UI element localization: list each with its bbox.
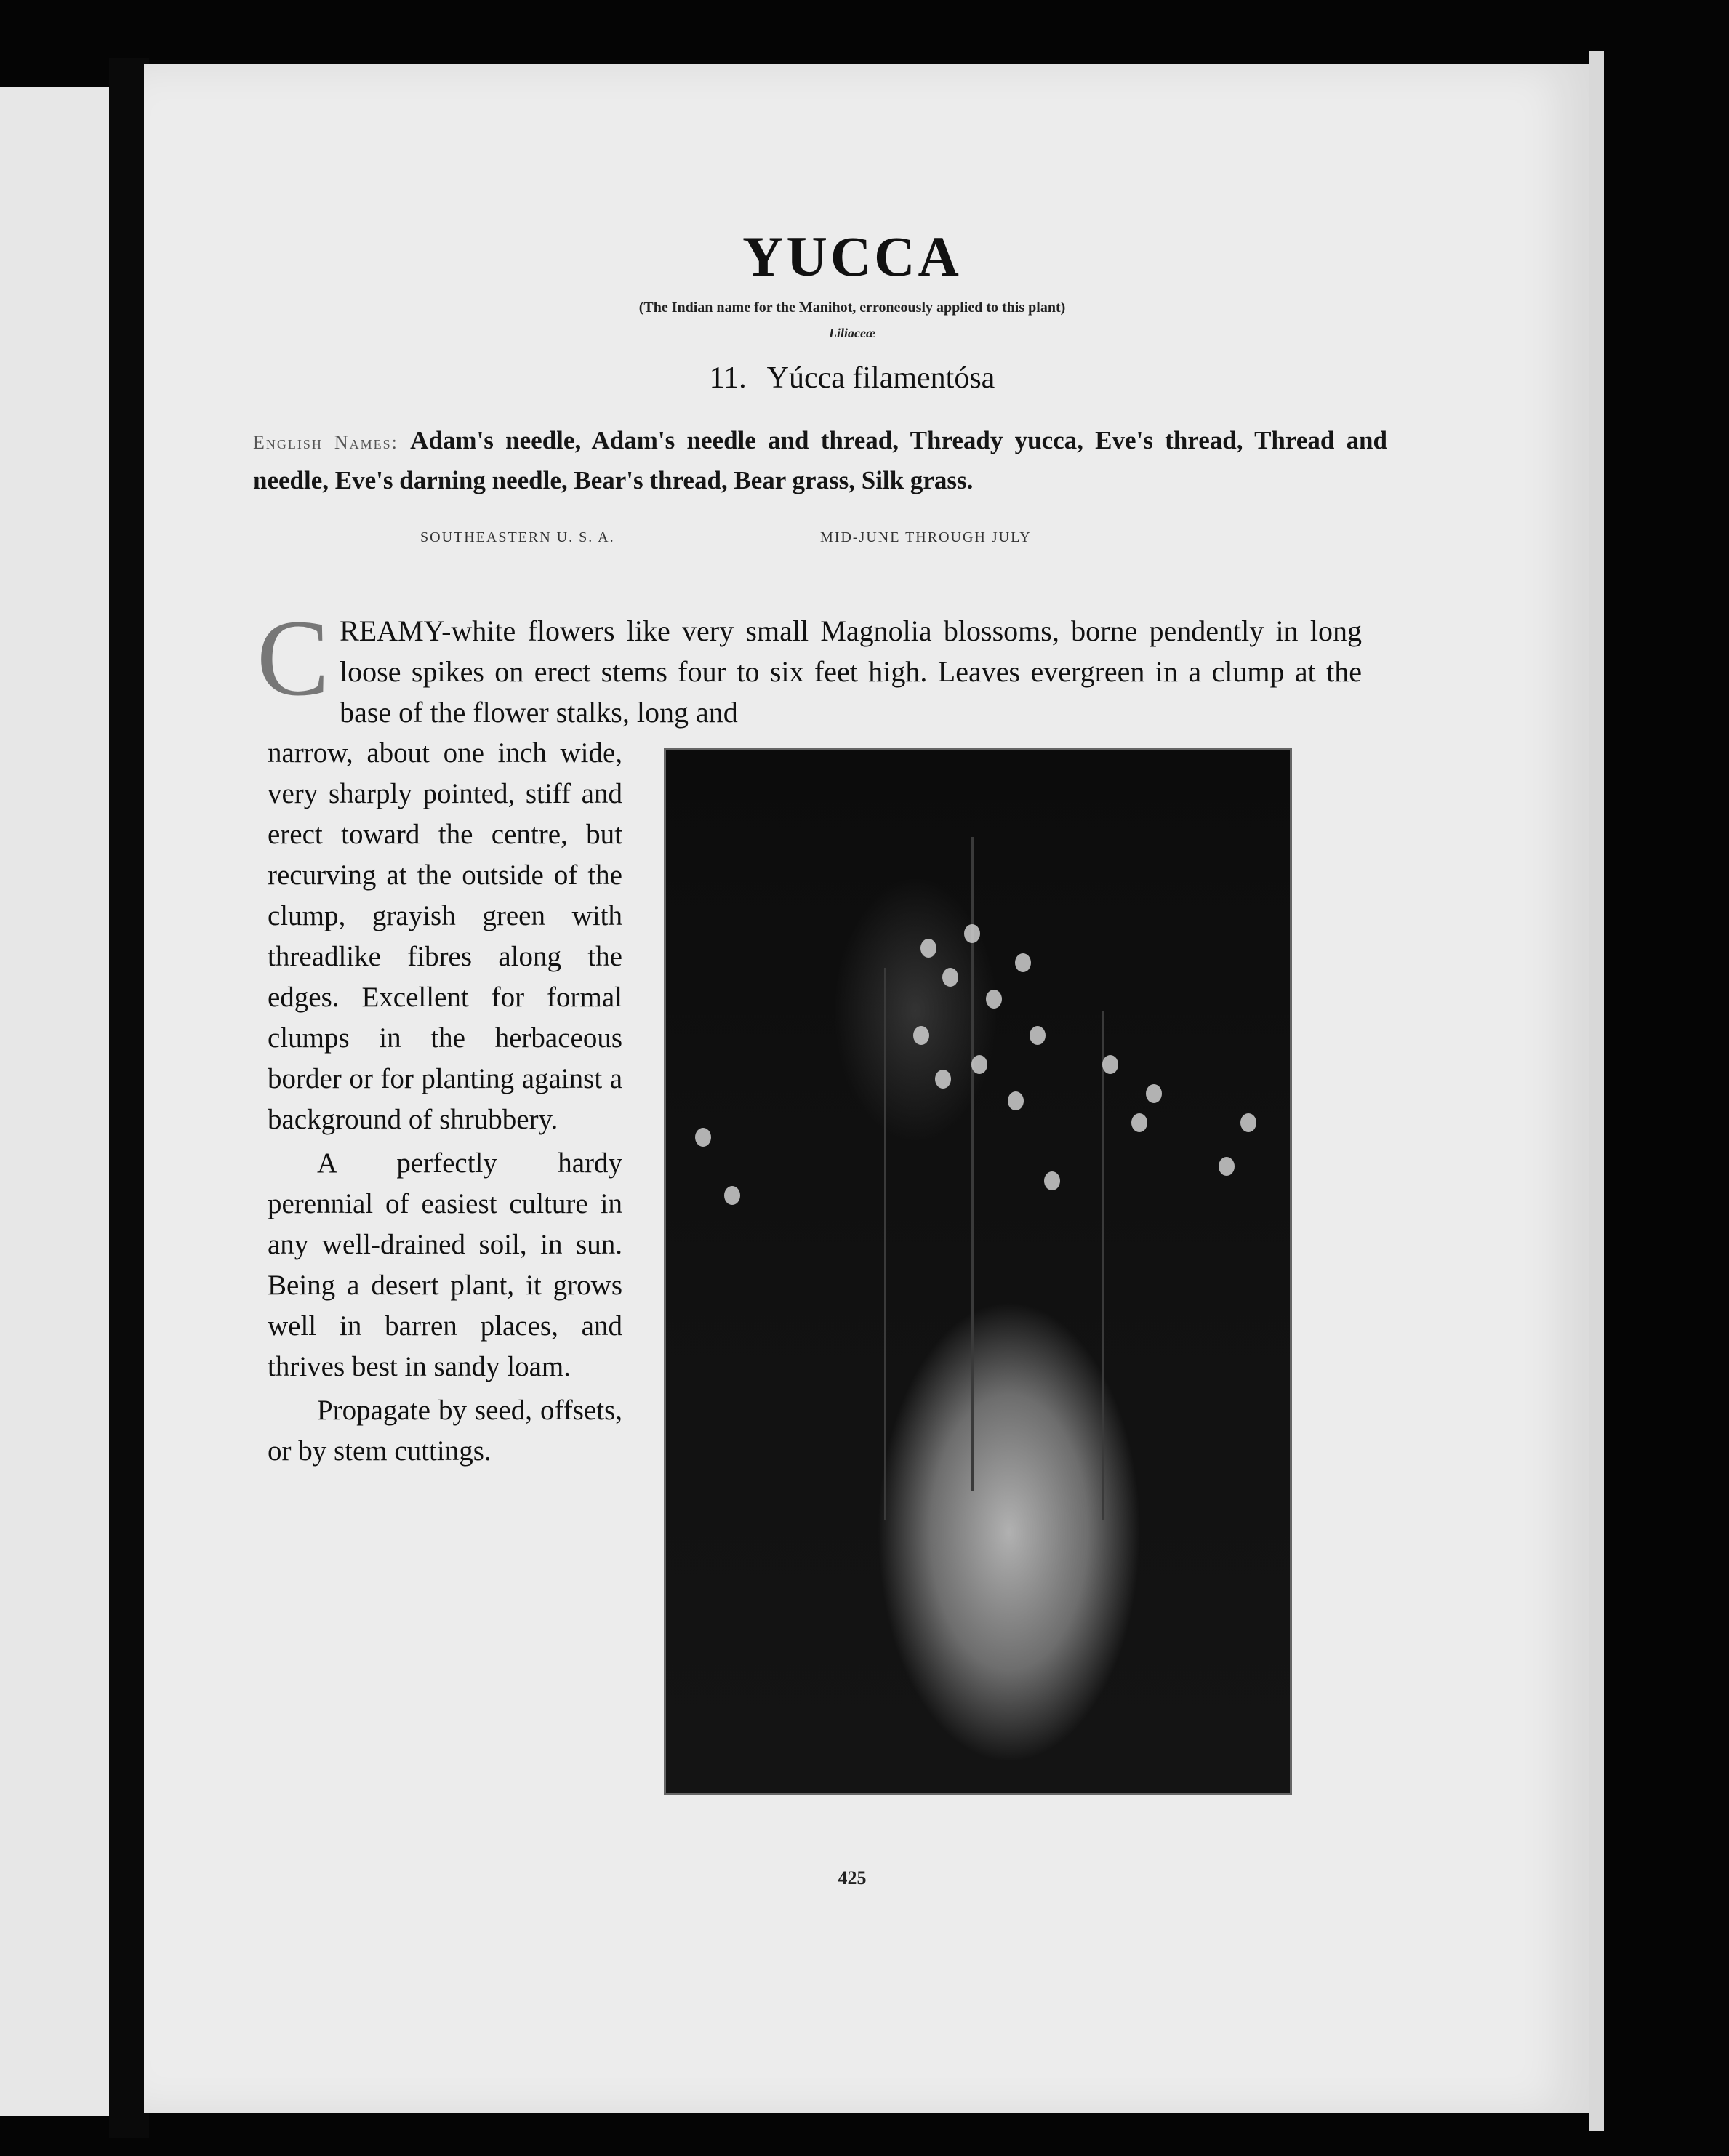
flower bbox=[920, 939, 936, 958]
flower bbox=[1102, 1055, 1118, 1074]
flower-stalk bbox=[884, 968, 886, 1520]
intro-text: REAMY-white flowers like very small Magnolia blossoms, borne pendently in long loose spikes on erect stems four to six feet high. Leaves evergreen in a clump at the base of the flower stalks, long and bbox=[340, 614, 1362, 729]
page-number: 425 bbox=[838, 1867, 867, 1888]
flower bbox=[724, 1186, 740, 1205]
book-page bbox=[144, 64, 1589, 2113]
page-edge bbox=[1589, 51, 1604, 2131]
flower bbox=[1008, 1091, 1024, 1110]
english-names-text: Adam's needle, Adam's needle and thread, Thready yucca, Eve's thread, Thread and needle, Eve's darning needle, Bear's thread, Bear grass, Silk grass. bbox=[253, 426, 1387, 494]
flower bbox=[1015, 953, 1031, 972]
flower bbox=[1219, 1157, 1235, 1176]
plant-family: Liliaceæ bbox=[829, 326, 875, 340]
flower bbox=[986, 990, 1002, 1009]
culture-paragraph: A perfectly hardy perennial of easiest culture in any well-drained soil, in sun. Being a desert plant, it grows well in barren places, and thrives best in sandy loam. bbox=[268, 1147, 622, 1382]
flower bbox=[1030, 1026, 1046, 1045]
native-region: SOUTHEASTERN U. S. A. bbox=[420, 529, 615, 545]
english-names bbox=[253, 422, 1387, 500]
flower bbox=[942, 968, 958, 987]
propagation-paragraph: Propagate by seed, offsets, or by stem cuttings. bbox=[268, 1395, 622, 1467]
flower bbox=[1240, 1113, 1256, 1132]
flower bbox=[695, 1128, 711, 1147]
drop-cap: C bbox=[257, 598, 330, 718]
english-names-label: English Names: bbox=[253, 432, 398, 453]
flower bbox=[913, 1026, 929, 1045]
description-paragraph: narrow, about one inch wide, very sharply pointed, stiff and erect toward the centre, but recurving at the outside of the clump, grayish green with threadlike fibres along the edges. Excellent for formal clumps in the herbaceous border or for planting against a background of shrubbery. bbox=[268, 737, 622, 1135]
flower bbox=[1044, 1171, 1060, 1190]
species-name: Yúcca filamentósa bbox=[766, 361, 995, 395]
range-and-bloom-row bbox=[253, 529, 1387, 558]
flower-stalk bbox=[1102, 1011, 1104, 1520]
yucca-photograph bbox=[664, 748, 1292, 1795]
flower bbox=[1146, 1084, 1162, 1103]
page-title: YUCCA bbox=[742, 225, 962, 288]
text-column bbox=[268, 733, 622, 1472]
flower bbox=[971, 1055, 987, 1074]
flower bbox=[935, 1070, 951, 1089]
facing-page-edge bbox=[0, 87, 109, 2116]
flower bbox=[964, 924, 980, 943]
species-number: 11. bbox=[709, 361, 747, 395]
bloom-season: MID-JUNE THROUGH JULY bbox=[820, 529, 1032, 545]
species-heading bbox=[115, 361, 1589, 396]
name-origin-note: (The Indian name for the Manihot, erroneously applied to this plant) bbox=[638, 300, 1066, 316]
intro-paragraph bbox=[257, 598, 1362, 733]
flower bbox=[1131, 1113, 1147, 1132]
